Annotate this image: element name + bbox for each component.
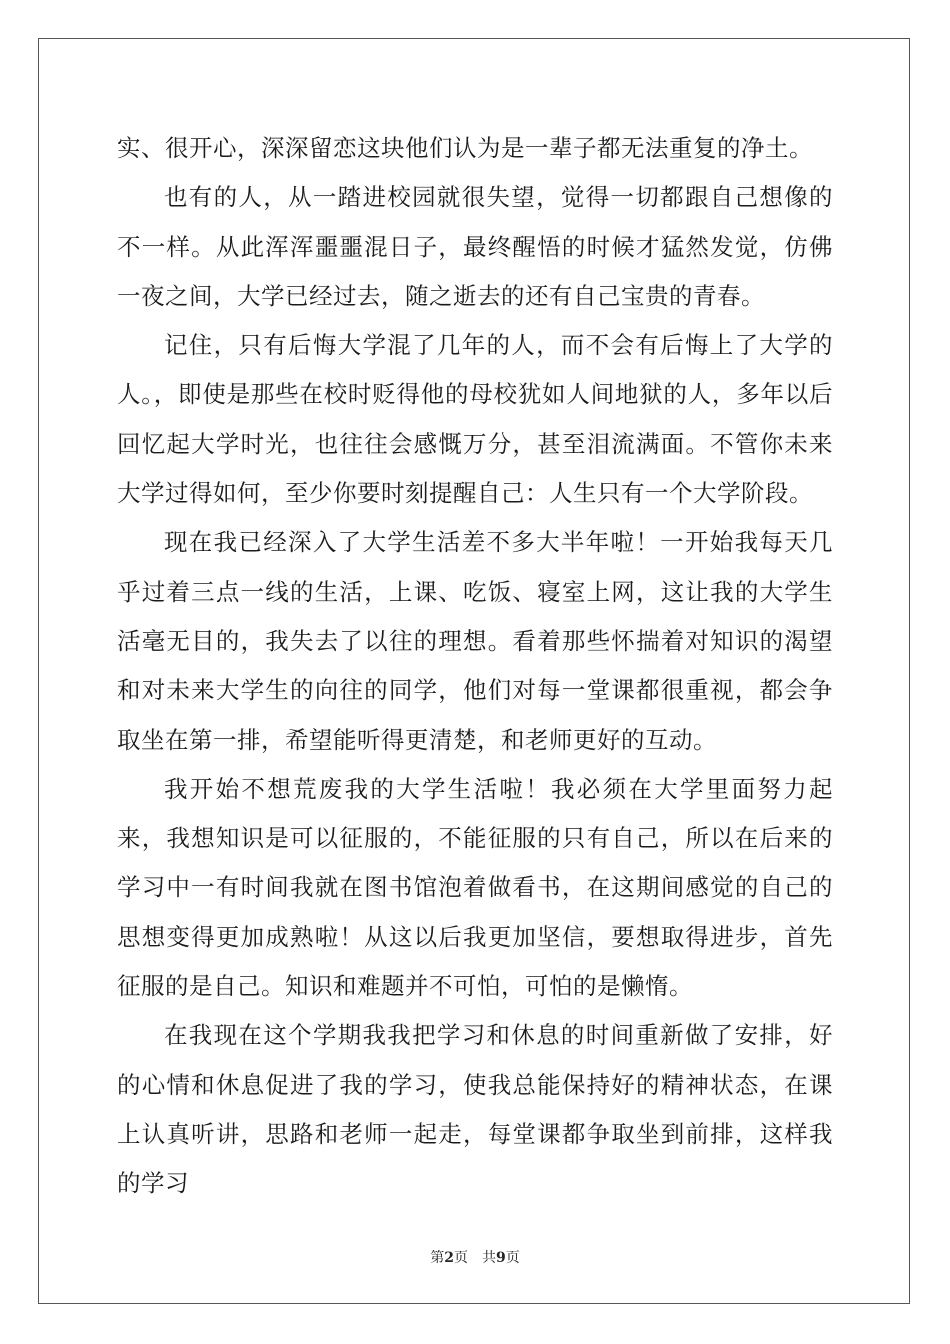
paragraph-2: 也有的人，从一踏进校园就很失望，觉得一切都跟自己想像的不一样。从此浑浑噩噩混日子，最终醒悟的时候才猛然发觉，仿佛一夜之间，大学已经过去，随之逝去的还有自己宝贵的青春。 xyxy=(117,183,833,310)
paragraph-1: 实、很开心，深深留恋这块他们认为是一辈子都无法重复的净土。 xyxy=(117,134,813,162)
document-body xyxy=(117,124,833,1209)
page-number: 第2页 xyxy=(430,1250,468,1266)
page-footer xyxy=(0,1249,950,1267)
paragraph-3: 记住，只有后悔大学混了几年的人，而不会有后悔上了大学的人。，即使是那些在校时贬得他的母校犹如人间地狱的人，多年以后回忆起大学时光，也往往会感慨万分，甚至泪流满面。不管你未来大学过得如何，至少你要时刻提醒自己：人生只有一个大学阶段。 xyxy=(117,331,833,508)
page-total: 共9页 xyxy=(482,1250,520,1266)
paragraph-4: 现在我已经深入了大学生活差不多大半年啦！一开始我每天几乎过着三点一线的生活，上课、吃饭、寝室上网，这让我的大学生活毫无目的，我失去了以往的理想。看着那些怀揣着对知识的渴望和对未来大学生的向往的同学，他们对每一堂课都很重视，都会争取坐在第一排，希望能听得更清楚，和老师更好的互动。 xyxy=(117,528,833,754)
paragraph-5: 我开始不想荒废我的大学生活啦！我必须在大学里面努力起来，我想知识是可以征服的，不能征服的只有自己，所以在后来的学习中一有时间我就在图书馆泡着做看书，在这期间感觉的自己的思想变得更加成熟啦！从这以后我更加坚信，要想取得进步，首先征服的是自己。知识和难题并不可怕，可怕的是懒惰。 xyxy=(117,774,833,1001)
paragraph-6: 在我现在这个学期我我把学习和休息的时间重新做了安排，好的心情和休息促进了我的学习，使我总能保持好的精神状态，在课上认真听讲，思路和老师一起走，每堂课都争取坐到前排，这样我的学习 xyxy=(117,1021,833,1198)
